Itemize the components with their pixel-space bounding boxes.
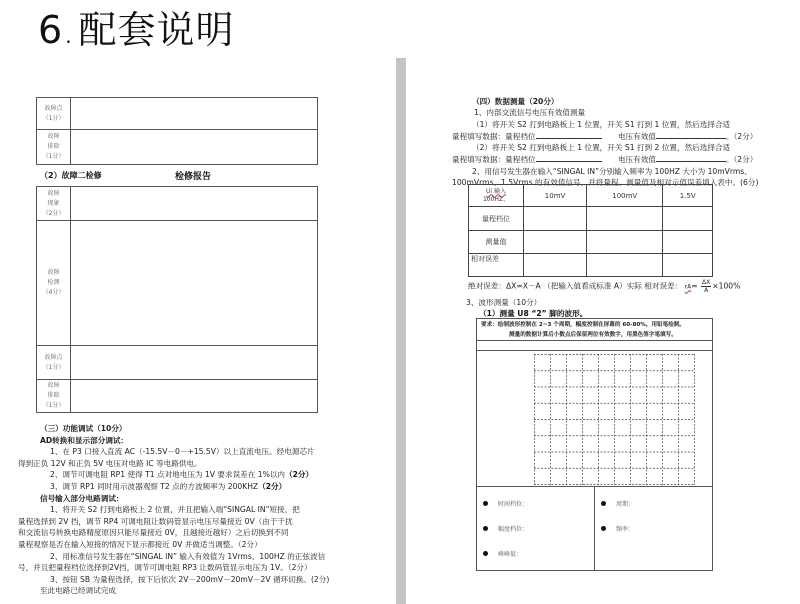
answer-cell[interactable]	[71, 221, 317, 345]
column-header: 100mV	[587, 185, 663, 207]
paragraph-line: 1、内部交流信号电压有效值测量	[474, 108, 586, 118]
formula-equals: =	[691, 281, 698, 291]
label-line: 现象	[47, 199, 60, 207]
table-row	[469, 231, 713, 254]
data-measurement-section	[452, 96, 792, 188]
label-line: （4分）	[42, 289, 65, 296]
fault-table-2	[36, 186, 318, 413]
subsection-heading: 信号输入部分电路调试：	[40, 493, 124, 503]
subsection-heading: AD转换和显示部分调试：	[40, 435, 129, 445]
paragraph-text: 3、调节 RP1 同时用示波器观察 T2 点的方波频率为 200KHZ	[50, 481, 259, 491]
paragraph-line	[452, 130, 792, 142]
error-formula	[468, 279, 740, 294]
paragraph-line: 得到正负 12V 和正负 5V 电压对电路 IC 等电路供电。	[18, 458, 202, 468]
field-label: 量程填写数据：量程档位	[452, 131, 536, 141]
paragraph-line: 100mVrms、1.5Vrms 的有效值信号，并将量程、测量值及相对示值误差填入表中。(6分)	[452, 178, 759, 188]
measurement-table	[468, 184, 713, 277]
bullet-icon	[483, 551, 488, 556]
formula-suffix: ×100%	[712, 281, 741, 291]
bullet-icon	[483, 526, 488, 531]
oscilloscope-grid[interactable]	[534, 354, 695, 485]
oscilloscope-area[interactable]	[477, 351, 712, 487]
label-line: （1分）	[42, 114, 65, 122]
table-row	[37, 345, 317, 379]
fraction-denominator: A	[704, 287, 709, 294]
label-line: 故障点	[44, 104, 63, 112]
fault-2-heading: （2）故障二检修	[40, 171, 102, 180]
function-debug-section	[18, 423, 393, 597]
measurement-column-right	[594, 487, 712, 570]
answer-cell[interactable]	[71, 187, 317, 220]
title-dot: .	[65, 24, 73, 48]
label-line: 故障	[47, 189, 60, 197]
row-label	[37, 130, 71, 164]
answer-cell[interactable]	[71, 98, 317, 129]
row-header: 量程档位	[469, 207, 524, 231]
answer-cell[interactable]	[71, 380, 317, 412]
row-header: 相对误差	[469, 254, 524, 277]
column-header: 1.5V	[663, 185, 713, 207]
measurement-item[interactable]	[483, 491, 588, 516]
formula-text: 绝对误差：ΔX=X－A （把输入值看成标准 A）实际 相对误差：	[468, 281, 683, 291]
table-header-row	[469, 185, 713, 207]
measurement-label: 周期：	[616, 501, 635, 508]
label-line: 检测	[47, 279, 60, 286]
corner-line: 100HZ、	[482, 195, 510, 203]
paragraph-line: （2）将开关 S2 打到电路板上 1 位置，开关 S1 打到 2 位置，然后选择合适	[472, 143, 731, 153]
score-label: （2分）	[285, 470, 314, 480]
label-line: 故障	[47, 269, 60, 276]
table-cell[interactable]	[524, 231, 587, 254]
formula-symbol: rA	[684, 283, 692, 291]
table-cell[interactable]	[663, 207, 713, 231]
row-label	[37, 221, 71, 345]
table-row	[469, 254, 713, 277]
paragraph-text: 2、调节可调电阻 RP1 使得 T1 点对地电压为 1V 要求误差在 1%以内	[50, 470, 286, 480]
field-label: 量程填写数据：量程档位	[452, 155, 536, 165]
measurement-item[interactable]	[483, 516, 588, 541]
table-cell[interactable]	[524, 254, 587, 277]
measurement-label: 幅度档位：	[498, 526, 529, 533]
table-row	[37, 187, 317, 220]
answer-cell[interactable]	[71, 346, 317, 379]
score-label: 。（2分）	[725, 155, 758, 165]
fault-table-1	[36, 97, 318, 165]
measurement-column-left	[477, 487, 594, 570]
formula-fraction	[701, 279, 711, 294]
paragraph-line: 1、在 P3 口接入直流 AC（-15.5V－0－+15.5V）以上直流电压。经电源芯片	[50, 447, 315, 457]
range-blank[interactable]	[536, 130, 602, 139]
label-line: （1分）	[42, 402, 65, 409]
section-heading: （四）数据测量（20分）	[472, 97, 559, 106]
section-heading: （三）功能调试（10分）	[40, 424, 127, 433]
table-cell[interactable]	[663, 231, 713, 254]
page-title	[38, 6, 235, 60]
paragraph-line: 1、将开关 S2 打到电路板上 2 位置，并且把输入端“SINGAL IN”短接，把	[50, 505, 300, 515]
row-label	[37, 380, 71, 412]
table-row	[37, 220, 317, 345]
requirement-note	[477, 319, 712, 341]
field-label: 电压有效值	[617, 131, 656, 141]
paragraph-line: 和交流信号转换电路精度原因只能尽量接近 0V，且越接近越好）之后切换到不同	[18, 528, 289, 538]
voltage-blank[interactable]	[656, 153, 726, 162]
table-cell[interactable]	[587, 207, 663, 231]
measurement-item[interactable]	[483, 541, 588, 566]
range-blank[interactable]	[536, 153, 602, 162]
label-line: 故障	[47, 133, 60, 140]
measurement-item[interactable]	[601, 491, 706, 516]
label-line: 排除	[47, 143, 60, 150]
paragraph-line: 3、按钮 SB 为量程选择，按下后依次 2V－200mV－20mV－2V 循环切换。(2分)	[50, 574, 330, 584]
label-line: （1分）	[42, 363, 65, 371]
label-line: （2分）	[42, 209, 65, 217]
paragraph-line: 2、用信号发生器在输入“SINGAL IN”分别输入频率为 100HZ 大小为 10mVrms、	[472, 166, 752, 176]
bullet-icon	[483, 501, 488, 506]
paragraph-line	[18, 481, 393, 493]
table-row	[37, 98, 317, 129]
page-divider	[396, 58, 406, 604]
measurement-item[interactable]	[601, 516, 706, 541]
title-text: 配套说明	[78, 8, 235, 52]
measurement-fields	[477, 487, 712, 570]
waveform-box	[476, 318, 713, 571]
table-row	[37, 379, 317, 412]
corner-cell	[469, 185, 524, 207]
requirement-line: 要求：绘制波形控制在 2~3 个周期，幅度控制在屏幕的 60-80%，用铅笔绘制。	[481, 322, 686, 328]
table-cell[interactable]	[587, 254, 663, 277]
label-line: 故障点	[44, 353, 63, 361]
bullet-icon	[601, 526, 606, 531]
table-cell[interactable]	[524, 207, 587, 231]
score-label: 。（2分）	[725, 131, 758, 141]
waveform-section-title: 3、波形测量（10分）	[466, 298, 542, 307]
voltage-blank[interactable]	[656, 130, 726, 139]
label-line: 排除	[47, 392, 60, 399]
title-number: 6	[38, 8, 64, 52]
measurement-label: 时间档位：	[498, 501, 529, 508]
table-row	[469, 207, 713, 231]
answer-cell[interactable]	[71, 130, 317, 164]
paragraph-line: 至此电路已经调试完成	[40, 586, 116, 596]
score-label: （2分）	[258, 481, 287, 491]
row-label	[37, 98, 71, 129]
fraction-numerator: ΔX	[702, 279, 711, 286]
label-line: 故障	[47, 382, 60, 389]
field-label: 电压有效值	[617, 155, 656, 165]
requirement-line: 测量的数据计算后小数点后保留两位有效数字，用黑色签字笔填写。	[509, 332, 677, 338]
table-row	[37, 129, 317, 164]
waveform-subtitle: （1）测量 U8 “2” 脚的波形。	[479, 309, 588, 318]
measurement-label: 频率：	[616, 526, 635, 533]
row-label	[37, 187, 71, 220]
paragraph-line	[18, 469, 393, 481]
paragraph-line: （1）将开关 S2 打到电路板上 1 位置，开关 S1 打到 1 位置，然后选择合适	[472, 119, 731, 129]
paragraph-line: 号，并且把量程档位选择到2V挡，调节可调电阻 RP3 让数码管显示电压为 1V。（2分）	[18, 563, 312, 573]
corner-line: Ui 输入	[486, 187, 506, 195]
paragraph-line	[452, 153, 792, 165]
table-cell[interactable]	[587, 231, 663, 254]
blank-row	[477, 341, 712, 351]
row-label	[37, 346, 71, 379]
bullet-icon	[601, 501, 606, 506]
report-title: 检修报告	[175, 172, 212, 182]
table-cell[interactable]	[663, 254, 713, 277]
paragraph-line: 量程观察是否在输入短接的情况下显示都接近 0V 并做适当调整。（2分）	[18, 539, 262, 549]
measurement-label: 峰峰值：	[498, 551, 523, 558]
row-header: 测量值	[469, 231, 524, 254]
paragraph-line: 量程选择到 2V 挡，调节 RP4 可调电阻让数码管显示电压尽量接近 0V（由于干扰	[18, 516, 293, 526]
paragraph-line: 2、用标准信号发生器在“SINGAL IN” 输入有效值为 1Vrms、100HZ 的正弦波信	[50, 551, 326, 561]
label-line: （1分）	[42, 153, 65, 160]
column-header: 10mV	[524, 185, 587, 207]
